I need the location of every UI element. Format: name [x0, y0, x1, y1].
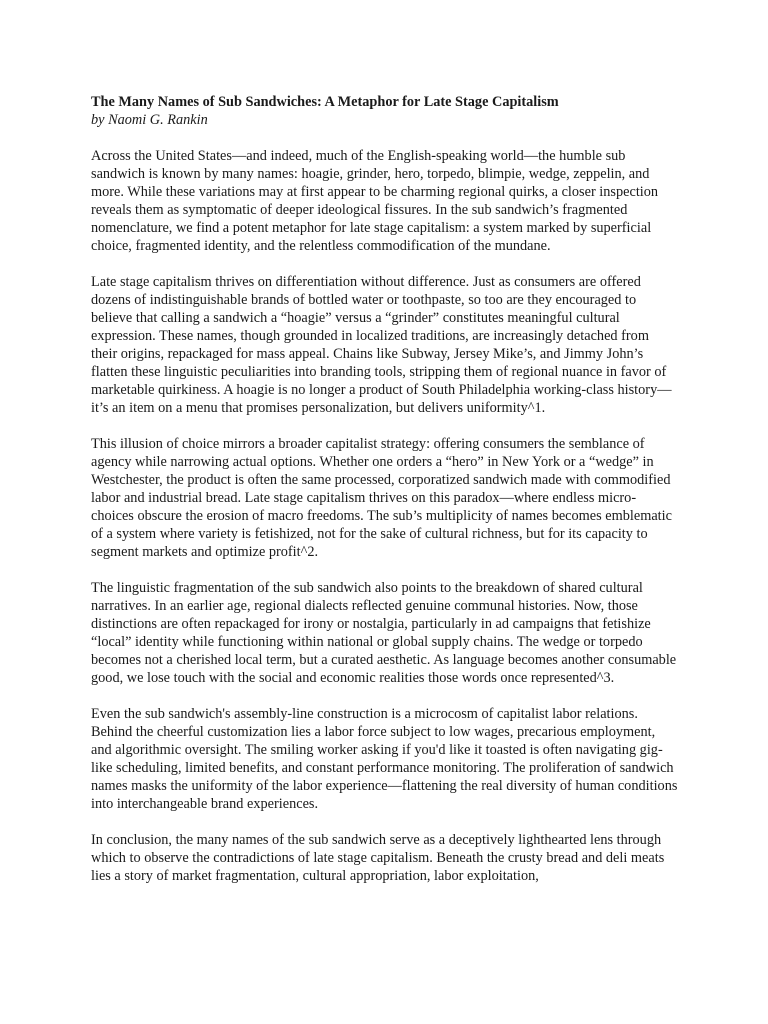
paragraph-2: Late stage capitalism thrives on differentiation without difference. Just as consumers are offered dozens of indistinguishable brands of bottled water or toothpaste, so too are they encouraged to believe that calling a sandwich a “hoagie” versus a “grinder” constitutes meaningful cultural expression. These names, though grounded in localized traditions, are increasingly detached from their origins, repackaged for mass appeal. Chains like Subway, Jersey Mike’s, and Jimmy John’s flatten these linguistic peculiarities into branding tools, stripping them of regional nuance in favor of marketable quirkiness. A hoagie is no longer a product of South Philadelphia working-class history—it’s an item on a menu that promises personalization, but delivers uniformity^1.	[91, 274, 672, 416]
paragraph-6: In conclusion, the many names of the sub sandwich serve as a deceptively lighthearted lens through which to observe the contradictions of late stage capitalism. Beneath the crusty bread and deli meats lies a story of market fragmentation, cultural appropriation, labor exploitation,	[91, 832, 665, 884]
document-title: The Many Names of Sub Sandwiches: A Metaphor for Late Stage Capitalism	[91, 94, 559, 110]
paragraph-3: This illusion of choice mirrors a broader capitalist strategy: offering consumers the semblance of agency while narrowing actual options. Whether one orders a “hero” in New York or a “wedge” in Westchester, the product is often the same processed, corporatized sandwich made with commodified labor and industrial bread. Late stage capitalism thrives on this paradox—where endless micro-choices obscure the erosion of macro freedoms. The sub’s multiplicity of names becomes emblematic of a system where variety is fetishized, not for the sake of cultural richness, but for its capacity to segment markets and optimize profit^2.	[91, 436, 672, 560]
document-byline: by Naomi G. Rankin	[91, 112, 208, 128]
paragraph-5: Even the sub sandwich's assembly-line construction is a microcosm of capitalist labor relations. Behind the cheerful customization lies a labor force subject to low wages, precarious employment, and algorithmic oversight. The smiling worker asking if you'd like it toasted is often navigating gig-like scheduling, limited benefits, and constant performance monitoring. The proliferation of sandwich names masks the uniformity of the labor experience—flattening the real diversity of human conditions into interchangeable brand experiences.	[91, 706, 678, 812]
paragraph-1: Across the United States—and indeed, much of the English-speaking world—the humble sub sandwich is known by many names: hoagie, grinder, hero, torpedo, blimpie, wedge, zeppelin, and more. While these variations may at first appear to be charming regional quirks, a closer inspection reveals them as symptomatic of deeper ideological fissures. In the sub sandwich’s fragmented nomenclature, we find a potent metaphor for late stage capitalism: a system marked by superficial choice, fragmented identity, and the relentless commodification of the mundane.	[91, 148, 659, 254]
paragraph-4: The linguistic fragmentation of the sub sandwich also points to the breakdown of shared cultural narratives. In an earlier age, regional dialects reflected genuine communal histories. Now, those distinctions are often repackaged for irony or nostalgia, particularly in ad campaigns that fetishize “local” identity while functioning within national or global supply chains. The wedge or torpedo becomes not a cherished local term, but a curated aesthetic. As language becomes another consumable good, we lose touch with the social and economic realities those words once represented^3.	[91, 580, 677, 686]
